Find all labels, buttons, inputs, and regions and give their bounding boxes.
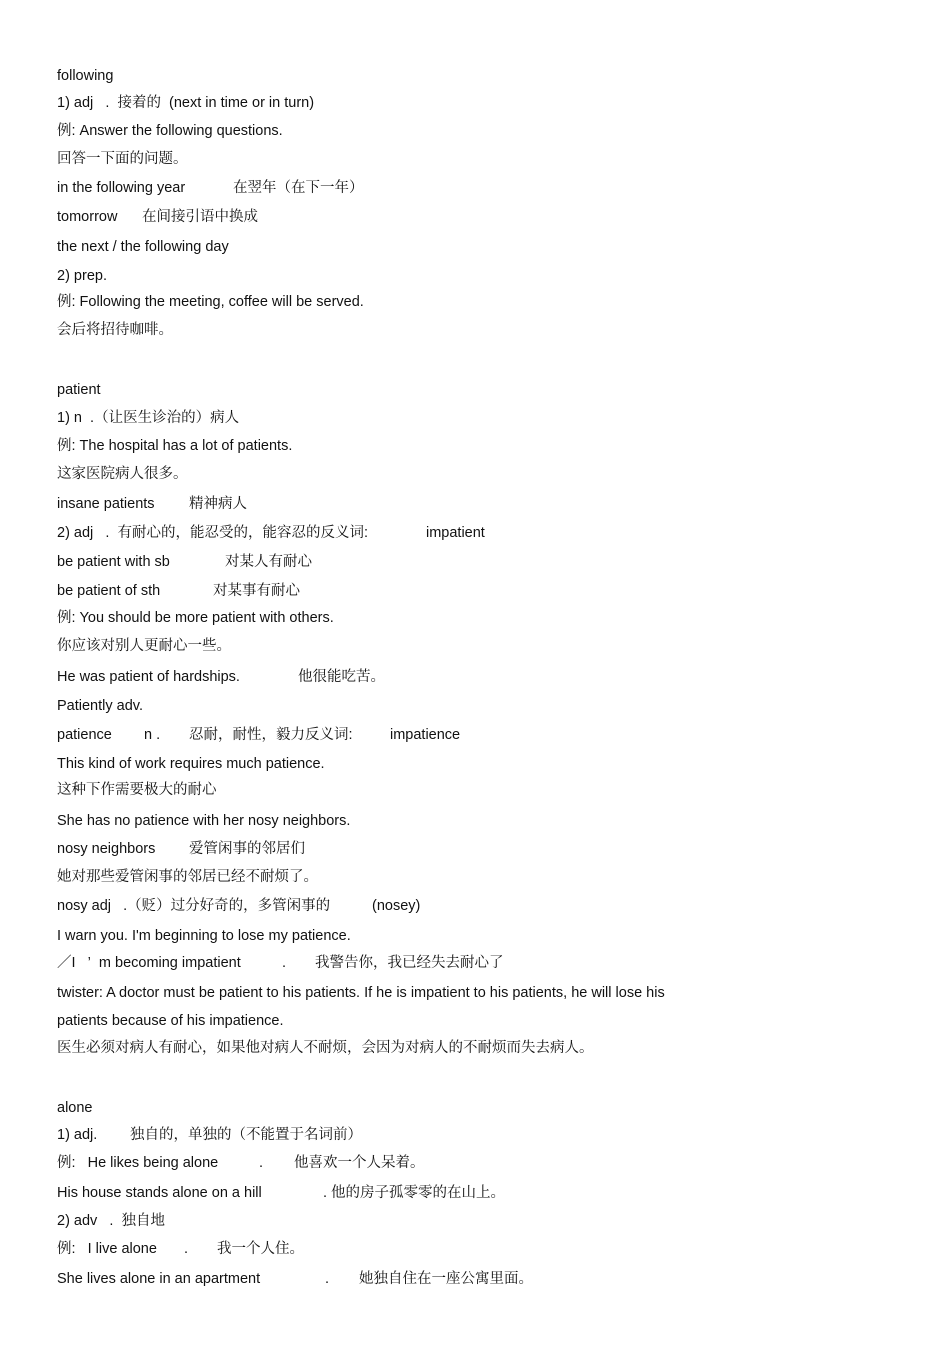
translation-line: 会后将招待咖啡。 [57, 322, 173, 338]
phrase-line: the next / the following day [57, 239, 229, 255]
punctuation: . [325, 1271, 330, 1287]
headword-patient: patient [57, 382, 101, 398]
example-en: 例: I live alone [57, 1241, 157, 1257]
example-line: I warn you. I'm beginning to lose my patience. [57, 928, 351, 944]
definition-text: nosy adj .（贬）过分好奇的，多管闲事的 [57, 898, 331, 914]
example-line: twister: A doctor must be patient to his patients. If he is impatient to his patients, he will lose his [57, 985, 665, 1001]
example-line: patients because of his impatience. [57, 1013, 284, 1029]
phrase-line [57, 839, 305, 859]
translation-line: 这种下作需要极大的耐心 [57, 782, 217, 798]
definition-line: 1) n .（让医生诊治的）病人 [57, 410, 240, 426]
phrase-en: be patient with sb [57, 554, 170, 570]
antonym: impatience [390, 727, 461, 743]
example-zh: 他很能吃苦。 [298, 669, 385, 685]
example-zh: . 他的房子孤零零的在山上。 [323, 1185, 506, 1201]
translation-line: 她对那些爱管闲事的邻居已经不耐烦了。 [57, 869, 318, 885]
definition-text: 独自的，单独的（不能置于名词前） [130, 1127, 362, 1143]
translation-line: 回答一下面的问题。 [57, 151, 188, 167]
phrase-line [57, 207, 258, 227]
example-line [57, 667, 385, 687]
phrase-zh: 对某人有耐心 [225, 554, 312, 570]
phrase-en: be patient of sth [57, 583, 161, 599]
phrase-zh: 对某事有耐心 [213, 583, 300, 599]
definition-line: 2) adv . 独自地 [57, 1213, 165, 1229]
part-of-speech: 1) adj. [57, 1127, 98, 1143]
definition-text: 忍耐，耐性，毅力反义词: [189, 727, 353, 743]
definition-line: 1) adj . 接着的 (next in time or in turn) [57, 95, 315, 111]
example-line [57, 953, 504, 973]
example-line: 例: Following the meeting, coffee will be served. [57, 294, 364, 310]
punctuation: . [282, 955, 287, 971]
example-line [57, 1269, 533, 1289]
phrase-en: in the following year [57, 180, 186, 196]
phrase-zh: 精神病人 [189, 496, 247, 512]
headword-following: following [57, 68, 114, 84]
example-en: His house stands alone on a hill [57, 1185, 262, 1201]
phrase-line [57, 552, 312, 572]
headword-patience: patience [57, 727, 112, 743]
example-line [57, 1239, 304, 1259]
punctuation: . [184, 1241, 189, 1257]
phrase-line [57, 581, 300, 601]
phrase-zh: 在间接引语中换成 [142, 209, 258, 225]
definition-line [57, 725, 461, 745]
translation-line: 这家医院病人很多。 [57, 466, 188, 482]
phrase-line [57, 178, 364, 198]
example-line: This kind of work requires much patience. [57, 756, 325, 772]
example-zh: 我一个人住。 [217, 1241, 304, 1257]
phrase-en: insane patients [57, 496, 155, 512]
phrase-en: tomorrow [57, 209, 118, 225]
phrase-line [57, 494, 247, 514]
example-line: 例: Answer the following questions. [57, 123, 283, 139]
example-line [57, 1183, 506, 1203]
example-zh: 她独自住在一座公寓里面。 [359, 1271, 533, 1287]
phrase-en: nosy neighbors [57, 841, 156, 857]
example-en: ／I ’ m becoming impatient [57, 955, 241, 971]
example-line: She has no patience with her nosy neighbors. [57, 813, 351, 829]
translation-line: 医生必须对病人有耐心，如果他对病人不耐烦，会因为对病人的不耐烦而失去病人。 [57, 1040, 594, 1056]
phrase-zh: 在翌年（在下一年） [233, 180, 364, 196]
headword-alone: alone [57, 1100, 93, 1116]
example-en: 例: He likes being alone [57, 1155, 219, 1171]
antonym: impatient [426, 525, 485, 541]
definition-line: 2) prep. [57, 268, 107, 284]
part-of-speech: n . [144, 727, 161, 743]
variant-spelling: (nosey) [372, 898, 421, 914]
definition-text: 2) adj . 有耐心的，能忍受的，能容忍的反义词: [57, 525, 368, 541]
phrase-zh: 爱管闲事的邻居们 [189, 841, 305, 857]
example-line [57, 1153, 425, 1173]
definition-line: Patiently adv. [57, 698, 143, 714]
definition-line [57, 1125, 362, 1145]
example-en: He was patient of hardships. [57, 669, 240, 685]
example-zh: 我警告你，我已经失去耐心了 [315, 955, 504, 971]
example-en: She lives alone in an apartment [57, 1271, 261, 1287]
punctuation: . [259, 1155, 264, 1171]
definition-line [57, 523, 485, 543]
definition-line [57, 896, 421, 916]
example-line: 例: The hospital has a lot of patients. [57, 438, 293, 454]
translation-line: 你应该对别人更耐心一些。 [57, 638, 231, 654]
example-line: 例: You should be more patient with others. [57, 610, 334, 626]
example-zh: 他喜欢一个人呆着。 [294, 1155, 425, 1171]
